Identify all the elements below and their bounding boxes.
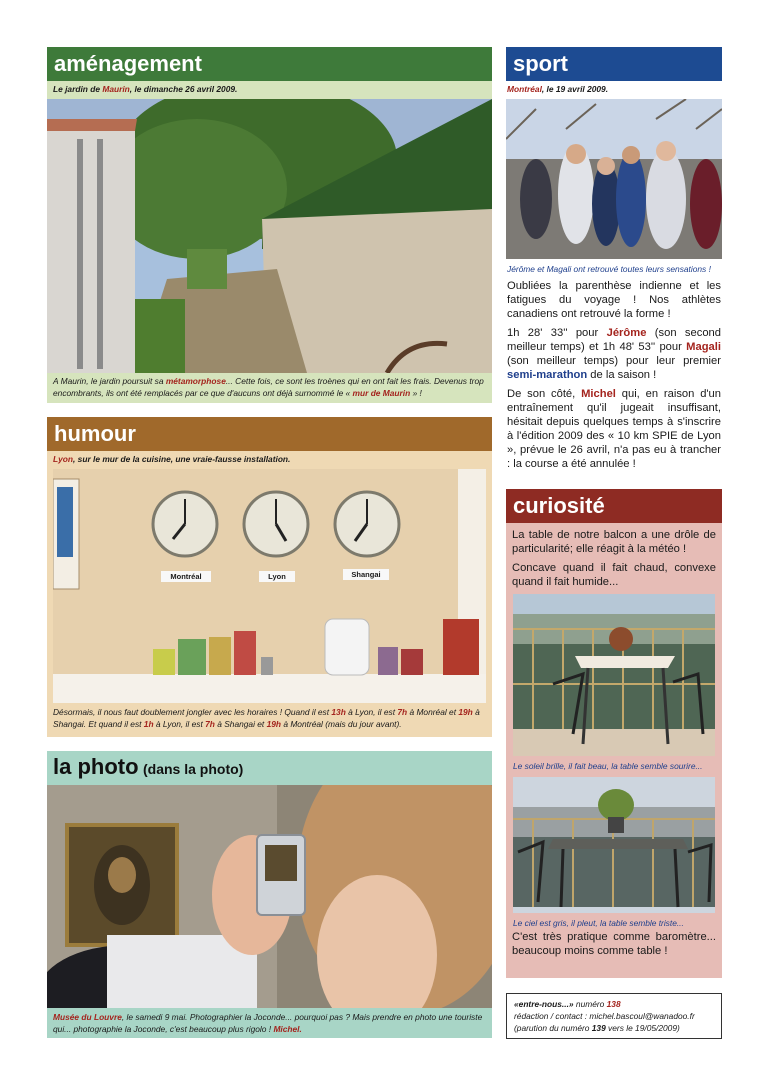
curiosite-paragraph-1: La table de notre balcon a une drôle de particularité; elle réagit à la météo ! — [512, 529, 716, 555]
clock-lyon — [244, 492, 308, 556]
photo-caption: Musée du Louvre, le samedi 9 mai. Photographier la Joconde... pourquoi pas ? Mais prendre en photo une touriste qui... photographie la Joconde, c'est beaucoup plus rigolo ! Michel. — [53, 1012, 483, 1034]
sport-caption: Jérôme et Magali ont retrouvé toutes leurs sensations ! — [507, 264, 711, 274]
curiosite-paragraph-2: Concave quand il fait chaud, convexe quand il fait humide... — [512, 562, 716, 588]
louvre-photo-image — [47, 785, 492, 1008]
clock-label-lyon: Lyon — [259, 571, 295, 582]
table-rainy-photo — [513, 777, 715, 913]
photo-title: la photo — [53, 754, 139, 779]
sport-subtitle: Montréal, le 19 avril 2009. — [507, 84, 609, 94]
sport-paragraph-3: De son côté, Michel qui, en raison d'un entraînement qu'il jugeait insuffisant, hésitait depuis quelques temps à s'inscrire à l'édition 2009 des « 10 km SPIE de Lyon », prévue le 26 avril, n'a pas eu à trancher : la course a été annulée ! — [507, 388, 722, 470]
sport-title: sport — [513, 51, 568, 76]
footer-box — [506, 993, 722, 1039]
photo-header — [47, 751, 492, 785]
sport-section — [506, 47, 722, 479]
photo-title-suffix: (dans la photo) — [143, 761, 244, 777]
marathon-photo-image — [506, 99, 722, 259]
sport-body — [506, 277, 722, 478]
curiosite-title: curiosité — [513, 493, 605, 518]
clocks-photo — [53, 469, 486, 703]
humour-header — [47, 417, 492, 451]
amenagement-title: aménagement — [54, 51, 202, 76]
footer-contact: rédaction / contact : michel.bascoul@wanadoo.fr — [514, 1011, 695, 1021]
footer-line-1: «entre-nous...» numéro 138 — [514, 999, 621, 1009]
curiosite-conclusion: C'est très pratique comme baromètre... beaucoup moins comme table ! — [512, 931, 716, 957]
table-sunny-caption: Le soleil brille, il fait beau, la table semble sourire... — [513, 761, 703, 771]
clock-shangai — [335, 492, 399, 556]
sport-paragraph-1: Oubliées la parenthèse indienne et les fatigues du voyage ! Nos athlètes canadiens ont retrouvé la forme ! — [507, 280, 721, 320]
curiosite-section — [506, 489, 722, 978]
table-sunny-photo-image — [513, 594, 715, 756]
clock-montreal — [153, 492, 217, 556]
humour-title: humour — [54, 421, 136, 446]
footer-next-issue: (parution du numéro 139 vers le 19/05/2009) — [514, 1023, 680, 1033]
marathon-photo — [506, 99, 722, 259]
table-rainy-photo-image — [513, 777, 715, 913]
table-rainy-caption: Le ciel est gris, il pleut, la table semble triste... — [513, 918, 684, 928]
sport-header — [506, 47, 722, 81]
amenagement-subtitle: Le jardin de Maurin, le dimanche 26 avril 2009. — [47, 81, 492, 99]
humour-caption: Désormais, il nous faut doublement jongler avec les horaires ! Quand il est 13h à Lyon, il est 7h à Monréal et 19h à Shangai. Et quand il est 1h à Lyon, il est 7h à Shangai et 19h à Montréal (mais du jour avant). — [53, 707, 480, 729]
curiosite-intro — [506, 523, 722, 589]
clock-label-shangai: Shangai — [343, 569, 389, 580]
garden-photo-image — [47, 99, 492, 373]
photo-section — [47, 751, 492, 1038]
table-sunny-photo — [513, 594, 715, 756]
amenagement-header — [47, 47, 492, 81]
sport-paragraph-2: 1h 28' 33'' pour Jérôme (son second meilleur temps) et 1h 48' 53'' pour Magali (son meilleur temps) pour leur premier semi-marathon de la saison ! — [507, 327, 721, 381]
louvre-photo — [47, 785, 492, 1008]
humour-section — [47, 417, 492, 737]
garden-photo — [47, 99, 492, 373]
clocks-photo-image — [53, 469, 486, 703]
clock-label-montreal: Montréal — [161, 571, 211, 582]
amenagement-caption: A Maurin, le jardin poursuit sa métamorphose... Cette fois, ce sont les troènes qui en ont fait les frais. Devenus trop encombrants, ils ont été remplacés par ce que d'aucuns ont déjà surnommé le « mur de Maurin » ! — [47, 373, 492, 403]
amenagement-section — [47, 47, 492, 403]
curiosite-header — [506, 489, 722, 523]
humour-subtitle: Lyon, sur le mur de la cuisine, une vraie-fausse installation. — [53, 454, 291, 464]
